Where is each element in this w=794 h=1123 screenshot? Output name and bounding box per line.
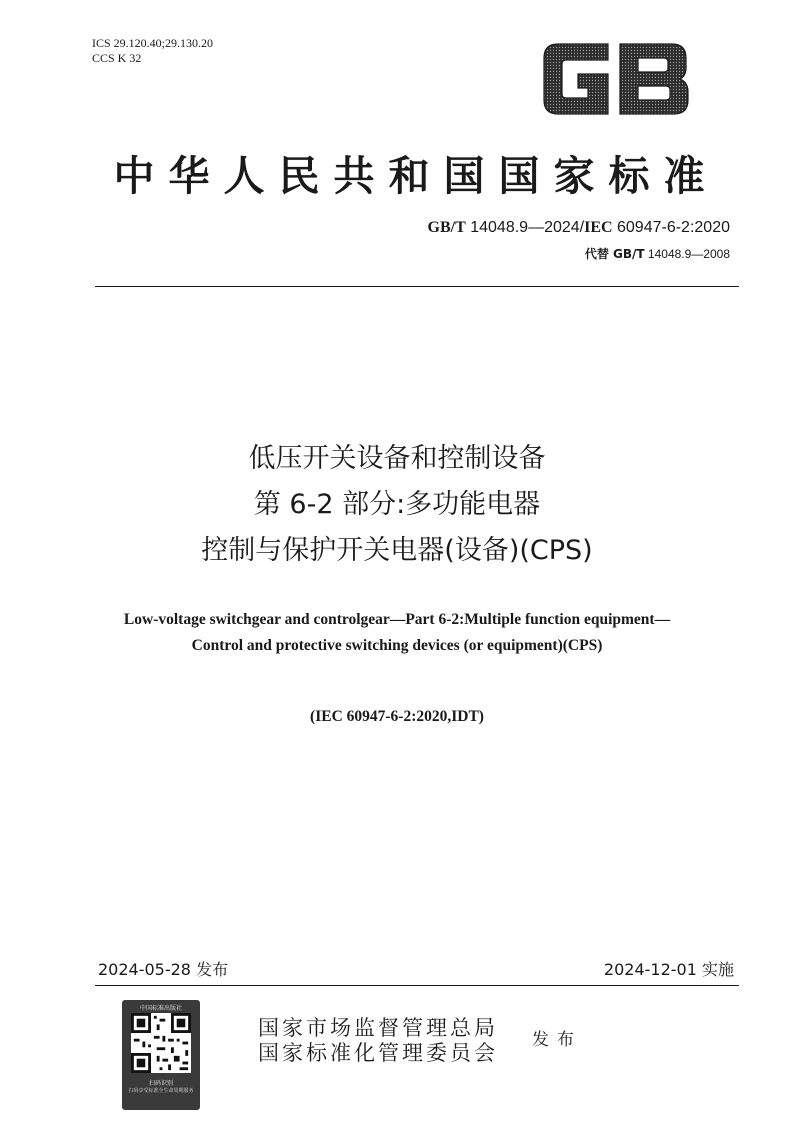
qr-code-icon[interactable] xyxy=(131,1013,191,1073)
publish-label: 发布 xyxy=(532,1030,582,1050)
standard-type-heading: 中华人民共和国国家标准 xyxy=(113,152,719,200)
title-cn-line-1: 低压开关设备和控制设备 xyxy=(248,443,546,474)
classification-codes xyxy=(92,36,213,66)
replaces-note xyxy=(585,245,730,262)
implementation-date: 2024-12-01 实施 xyxy=(603,960,734,979)
title-cn-line-2: 第 6-2 部分:多功能电器 xyxy=(253,489,541,520)
qr-label-header: 中国标准出版社 xyxy=(139,1005,182,1012)
standard-number-iec: IEC xyxy=(584,219,613,236)
bottom-divider xyxy=(95,985,739,986)
replaces-number: 14048.9—2008 xyxy=(644,247,730,261)
adoption-note: (IEC 60947-6-2:2020,IDT) xyxy=(310,708,484,725)
ccs-code: CCS K 32 xyxy=(92,51,142,65)
qr-label-footer: 扫码享受标准全生命周期服务 xyxy=(128,1088,194,1094)
replaces-prefix: 代替 GB/T xyxy=(584,247,645,261)
title-cn-line-3: 控制与保护开关电器(设备)(CPS) xyxy=(201,535,593,566)
title-en-line-2: Control and protective switching devices (or equipment)(CPS) xyxy=(191,637,603,654)
standard-number-main: 14048.9—2024/ xyxy=(465,219,585,236)
title-en-line-1: Low-voltage switchgear and controlgear—Part 6-2:Multiple function equipment— xyxy=(123,611,671,628)
standard-number xyxy=(428,219,730,237)
issue-date: 2024-05-28 发布 xyxy=(98,960,229,979)
qr-label-scan: 扫码识别 xyxy=(148,1080,173,1087)
qr-label xyxy=(122,1000,200,1110)
ics-code: ICS 29.120.40;29.130.20 xyxy=(92,36,214,50)
gb-logo-text: GB xyxy=(540,40,542,41)
standard-number-prefix: GB/T xyxy=(427,219,466,236)
issuer-samr: 国家市场监督管理总局 xyxy=(258,1016,498,1040)
issuer-sac: 国家标准化管理委员会 xyxy=(258,1041,498,1065)
gb-logo xyxy=(540,40,692,118)
top-divider xyxy=(95,286,739,287)
standard-number-iec-ref: 60947-6-2:2020 xyxy=(612,219,730,236)
